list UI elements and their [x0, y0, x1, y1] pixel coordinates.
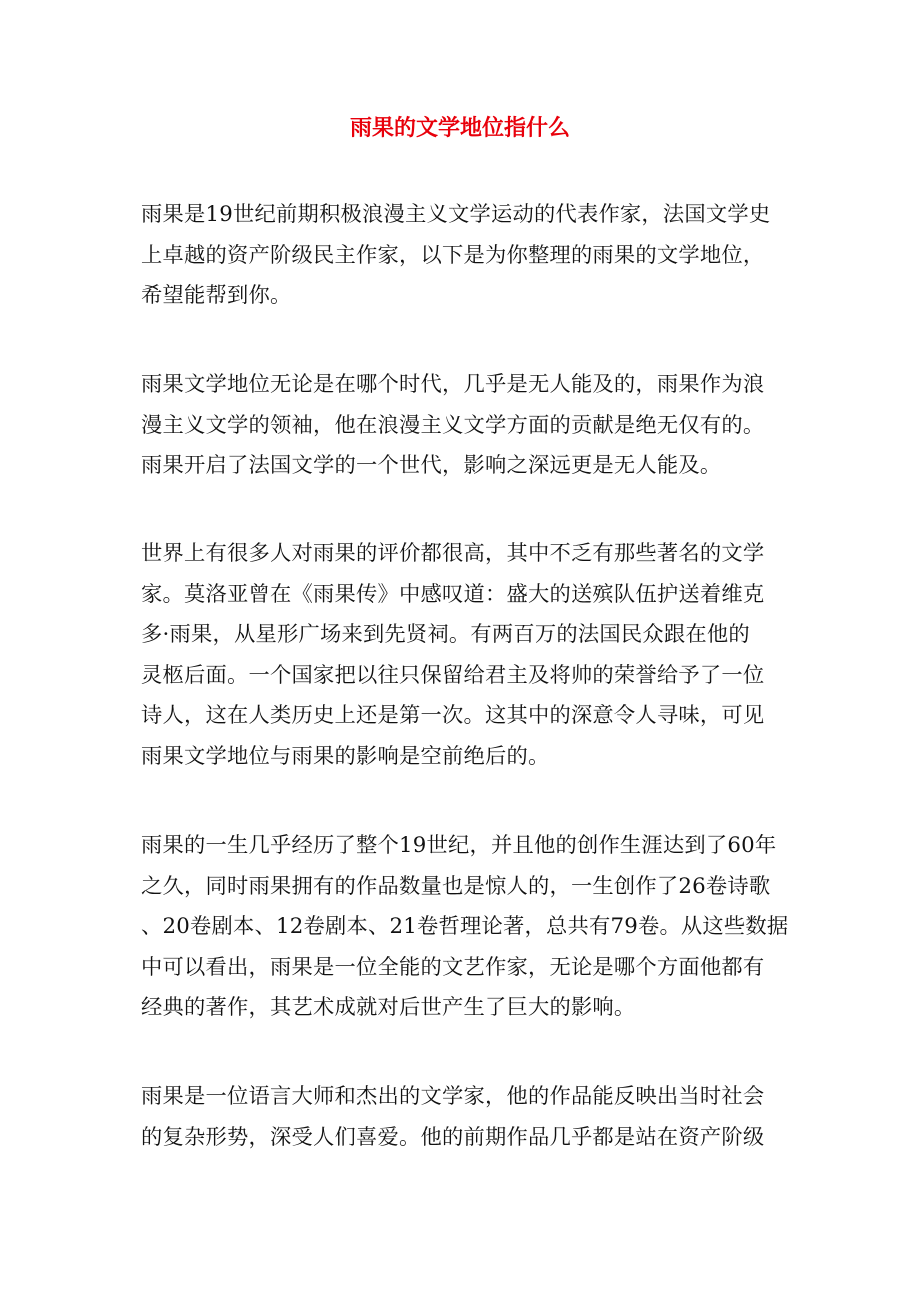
text-line: 多·雨果，从星形广场来到先贤祠。有两百万的法国民众跟在他的	[141, 622, 750, 648]
text-line: 的复杂形势，深受人们喜爱。他的前期作品几乎都是站在资产阶级	[141, 1124, 765, 1150]
text-line: 灵柩后面。一个国家把以往只保留给君主及将帅的荣誉给予了一位	[141, 662, 765, 688]
paragraph-evaluation	[141, 534, 781, 778]
text-line: 中可以看出，雨果是一位全能的文艺作家，无论是哪个方面他都有	[141, 954, 765, 980]
text-line: 雨果是19世纪前期积极浪漫主义文学运动的代表作家，法国文学史	[141, 202, 771, 227]
text-line: 漫主义文学的领袖，他在浪漫主义文学方面的贡献是绝无仅有的。	[141, 412, 765, 438]
text-line: 之久，同时雨果拥有的作品数量也是惊人的，一生创作了26卷诗歌	[141, 873, 771, 899]
text-line: 经典的著作，其艺术成就对后世产生了巨大的影响。	[141, 995, 636, 1021]
document-title: 雨果的文学地位指什么	[349, 115, 570, 141]
text-line: 雨果文学地位与雨果的影响是空前绝后的。	[141, 743, 550, 769]
text-line: 上卓越的资产阶级民主作家，以下是为你整理的雨果的文学地位，	[141, 242, 765, 268]
text-line: 雨果的一生几乎经历了整个19世纪，并且他的创作生涯达到了60年	[141, 833, 777, 858]
text-line: 家。莫洛亚曾在《雨果传》中感叹道：盛大的送殡队伍护送着维克	[141, 581, 765, 607]
text-line: 世界上有很多人对雨果的评价都很高，其中不乏有那些著名的文学	[141, 541, 765, 566]
paragraph-language	[141, 1077, 781, 1158]
text-line: 希望能帮到你。	[141, 283, 292, 309]
paragraph-intro	[141, 195, 781, 317]
paragraph-status	[141, 365, 781, 487]
text-line: 雨果文学地位无论是在哪个时代，几乎是无人能及的，雨果作为浪	[141, 372, 765, 397]
paragraph-works	[141, 826, 789, 1029]
text-line: 雨果是一位语言大师和杰出的文学家，他的作品能反映出当时社会	[141, 1084, 765, 1109]
text-line: 诗人，这在人类历史上还是第一次。这其中的深意令人寻味，可见	[141, 703, 765, 729]
text-line: 、20卷剧本、12卷剧本、21卷哲理论著，总共有79卷。从这些数据	[141, 914, 789, 940]
text-line: 雨果开启了法国文学的一个世代，影响之深远更是无人能及。	[141, 453, 722, 479]
